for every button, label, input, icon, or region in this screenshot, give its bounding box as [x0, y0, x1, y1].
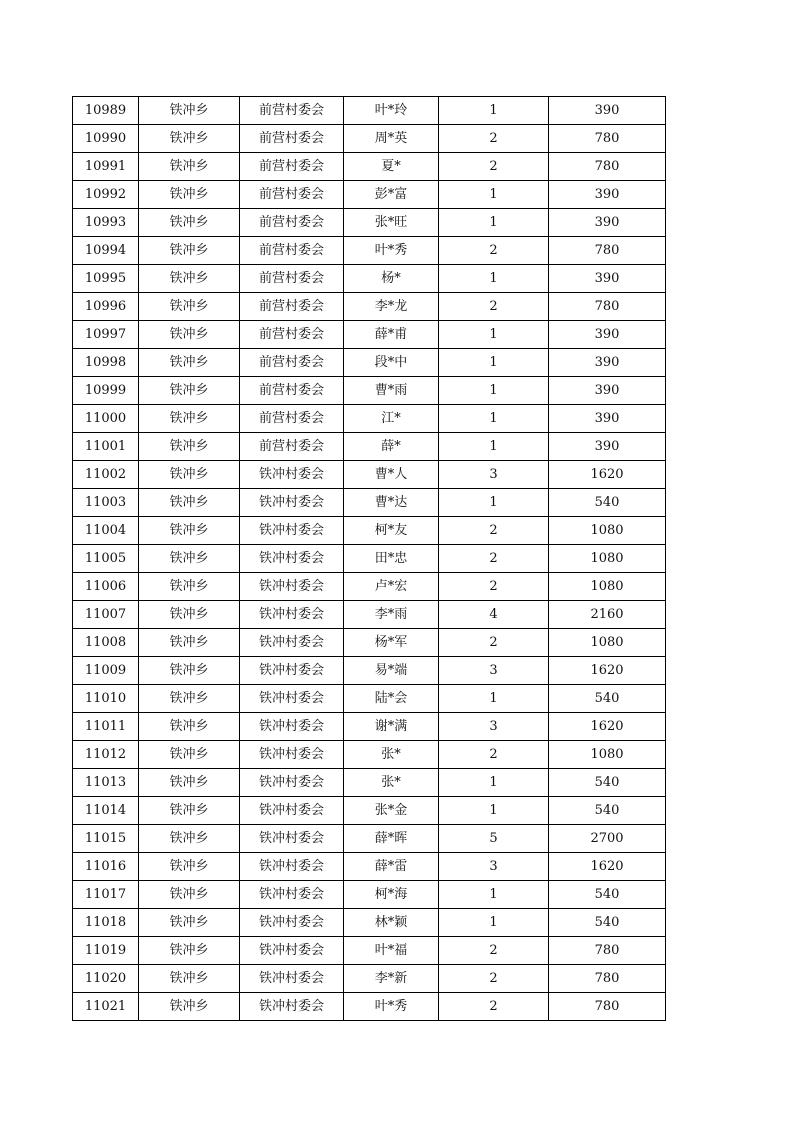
amount-cell: 540 — [549, 881, 666, 909]
township-cell: 铁冲乡 — [139, 433, 240, 461]
township-cell: 铁冲乡 — [139, 993, 240, 1021]
village-committee-cell: 前营村委会 — [240, 237, 344, 265]
name-cell: 易*端 — [344, 657, 439, 685]
township-cell: 铁冲乡 — [139, 181, 240, 209]
household-count-cell: 2 — [439, 545, 549, 573]
serial-number-cell: 11004 — [73, 517, 139, 545]
serial-number-cell: 11017 — [73, 881, 139, 909]
village-committee-cell: 前营村委会 — [240, 293, 344, 321]
township-cell: 铁冲乡 — [139, 377, 240, 405]
serial-number-cell: 11005 — [73, 545, 139, 573]
name-cell: 李*新 — [344, 965, 439, 993]
household-count-cell: 3 — [439, 713, 549, 741]
name-cell: 叶*福 — [344, 937, 439, 965]
township-cell: 铁冲乡 — [139, 489, 240, 517]
amount-cell: 390 — [549, 433, 666, 461]
amount-cell: 780 — [549, 153, 666, 181]
village-committee-cell: 铁冲村委会 — [240, 601, 344, 629]
table-row — [73, 321, 666, 349]
serial-number-cell: 11014 — [73, 797, 139, 825]
township-cell: 铁冲乡 — [139, 965, 240, 993]
name-cell: 叶*秀 — [344, 237, 439, 265]
household-count-cell: 2 — [439, 573, 549, 601]
village-committee-cell: 铁冲村委会 — [240, 741, 344, 769]
village-committee-cell: 铁冲村委会 — [240, 713, 344, 741]
village-committee-cell: 铁冲村委会 — [240, 825, 344, 853]
table-body — [73, 97, 666, 1021]
amount-cell: 780 — [549, 937, 666, 965]
village-committee-cell: 前营村委会 — [240, 125, 344, 153]
name-cell: 曹*人 — [344, 461, 439, 489]
serial-number-cell: 10991 — [73, 153, 139, 181]
amount-cell: 780 — [549, 125, 666, 153]
amount-cell: 390 — [549, 349, 666, 377]
household-count-cell: 2 — [439, 517, 549, 545]
name-cell: 柯*海 — [344, 881, 439, 909]
amount-cell: 780 — [549, 965, 666, 993]
village-committee-cell: 铁冲村委会 — [240, 909, 344, 937]
amount-cell: 1620 — [549, 657, 666, 685]
amount-cell: 540 — [549, 797, 666, 825]
village-committee-cell: 前营村委会 — [240, 209, 344, 237]
amount-cell: 780 — [549, 293, 666, 321]
table-row — [73, 909, 666, 937]
village-committee-cell: 铁冲村委会 — [240, 769, 344, 797]
name-cell: 张* — [344, 741, 439, 769]
name-cell: 叶*秀 — [344, 993, 439, 1021]
table-row — [73, 797, 666, 825]
township-cell: 铁冲乡 — [139, 265, 240, 293]
table-row — [73, 461, 666, 489]
household-count-cell: 5 — [439, 825, 549, 853]
table-row — [73, 517, 666, 545]
household-count-cell: 2 — [439, 965, 549, 993]
village-committee-cell: 前营村委会 — [240, 153, 344, 181]
name-cell: 林*颖 — [344, 909, 439, 937]
name-cell: 彭*富 — [344, 181, 439, 209]
name-cell: 段*中 — [344, 349, 439, 377]
township-cell: 铁冲乡 — [139, 517, 240, 545]
village-committee-cell: 前营村委会 — [240, 349, 344, 377]
village-committee-cell: 铁冲村委会 — [240, 489, 344, 517]
serial-number-cell: 10989 — [73, 97, 139, 125]
household-count-cell: 2 — [439, 293, 549, 321]
household-count-cell: 1 — [439, 377, 549, 405]
township-cell: 铁冲乡 — [139, 797, 240, 825]
village-committee-cell: 铁冲村委会 — [240, 993, 344, 1021]
amount-cell: 540 — [549, 769, 666, 797]
household-count-cell: 1 — [439, 881, 549, 909]
table-row — [73, 125, 666, 153]
household-count-cell: 2 — [439, 937, 549, 965]
village-committee-cell: 前营村委会 — [240, 377, 344, 405]
township-cell: 铁冲乡 — [139, 713, 240, 741]
township-cell: 铁冲乡 — [139, 461, 240, 489]
table-row — [73, 265, 666, 293]
serial-number-cell: 10998 — [73, 349, 139, 377]
serial-number-cell: 10997 — [73, 321, 139, 349]
township-cell: 铁冲乡 — [139, 237, 240, 265]
serial-number-cell: 11007 — [73, 601, 139, 629]
household-count-cell: 1 — [439, 209, 549, 237]
serial-number-cell: 10996 — [73, 293, 139, 321]
household-count-cell: 1 — [439, 797, 549, 825]
table-row — [73, 209, 666, 237]
household-count-cell: 2 — [439, 125, 549, 153]
table-row — [73, 601, 666, 629]
name-cell: 薛* — [344, 433, 439, 461]
serial-number-cell: 11021 — [73, 993, 139, 1021]
name-cell: 夏* — [344, 153, 439, 181]
serial-number-cell: 10999 — [73, 377, 139, 405]
table-row — [73, 181, 666, 209]
name-cell: 张*金 — [344, 797, 439, 825]
serial-number-cell: 10990 — [73, 125, 139, 153]
village-committee-cell: 前营村委会 — [240, 433, 344, 461]
amount-cell: 1080 — [549, 741, 666, 769]
table-row — [73, 769, 666, 797]
household-count-cell: 3 — [439, 853, 549, 881]
household-count-cell: 1 — [439, 97, 549, 125]
village-committee-cell: 铁冲村委会 — [240, 629, 344, 657]
village-committee-cell: 铁冲村委会 — [240, 797, 344, 825]
household-count-cell: 2 — [439, 741, 549, 769]
township-cell: 铁冲乡 — [139, 153, 240, 181]
table-row — [73, 153, 666, 181]
amount-cell: 1620 — [549, 713, 666, 741]
household-count-cell: 1 — [439, 349, 549, 377]
amount-cell: 390 — [549, 97, 666, 125]
name-cell: 李*龙 — [344, 293, 439, 321]
township-cell: 铁冲乡 — [139, 685, 240, 713]
township-cell: 铁冲乡 — [139, 97, 240, 125]
serial-number-cell: 11016 — [73, 853, 139, 881]
amount-cell: 390 — [549, 321, 666, 349]
name-cell: 李*雨 — [344, 601, 439, 629]
serial-number-cell: 11000 — [73, 405, 139, 433]
amount-cell: 390 — [549, 265, 666, 293]
amount-cell: 1080 — [549, 629, 666, 657]
village-committee-cell: 前营村委会 — [240, 321, 344, 349]
serial-number-cell: 11001 — [73, 433, 139, 461]
table-row — [73, 993, 666, 1021]
name-cell: 谢*满 — [344, 713, 439, 741]
village-committee-cell: 前营村委会 — [240, 265, 344, 293]
village-committee-cell: 铁冲村委会 — [240, 853, 344, 881]
name-cell: 杨* — [344, 265, 439, 293]
table-row — [73, 405, 666, 433]
village-committee-cell: 铁冲村委会 — [240, 657, 344, 685]
village-committee-cell: 铁冲村委会 — [240, 545, 344, 573]
name-cell: 薛*甫 — [344, 321, 439, 349]
serial-number-cell: 11009 — [73, 657, 139, 685]
village-committee-cell: 前营村委会 — [240, 405, 344, 433]
household-count-cell: 3 — [439, 657, 549, 685]
serial-number-cell: 11006 — [73, 573, 139, 601]
name-cell: 薛*晖 — [344, 825, 439, 853]
household-count-cell: 1 — [439, 909, 549, 937]
serial-number-cell: 11003 — [73, 489, 139, 517]
amount-cell: 780 — [549, 237, 666, 265]
serial-number-cell: 10993 — [73, 209, 139, 237]
data-table — [72, 96, 666, 1021]
name-cell: 田*忠 — [344, 545, 439, 573]
name-cell: 柯*友 — [344, 517, 439, 545]
household-count-cell: 1 — [439, 405, 549, 433]
township-cell: 铁冲乡 — [139, 125, 240, 153]
township-cell: 铁冲乡 — [139, 853, 240, 881]
household-count-cell: 1 — [439, 433, 549, 461]
table-row — [73, 97, 666, 125]
name-cell: 江* — [344, 405, 439, 433]
serial-number-cell: 11019 — [73, 937, 139, 965]
table-row — [73, 377, 666, 405]
household-count-cell: 4 — [439, 601, 549, 629]
table-row — [73, 489, 666, 517]
table-row — [73, 545, 666, 573]
table-row — [73, 825, 666, 853]
amount-cell: 2160 — [549, 601, 666, 629]
amount-cell: 1620 — [549, 461, 666, 489]
table-row — [73, 433, 666, 461]
township-cell: 铁冲乡 — [139, 825, 240, 853]
amount-cell: 540 — [549, 685, 666, 713]
name-cell: 曹*达 — [344, 489, 439, 517]
township-cell: 铁冲乡 — [139, 881, 240, 909]
village-committee-cell: 铁冲村委会 — [240, 965, 344, 993]
table-row — [73, 657, 666, 685]
serial-number-cell: 11012 — [73, 741, 139, 769]
amount-cell: 1080 — [549, 573, 666, 601]
serial-number-cell: 11002 — [73, 461, 139, 489]
amount-cell: 1620 — [549, 853, 666, 881]
township-cell: 铁冲乡 — [139, 545, 240, 573]
amount-cell: 1080 — [549, 545, 666, 573]
household-count-cell: 2 — [439, 237, 549, 265]
table-row — [73, 293, 666, 321]
table-row — [73, 713, 666, 741]
name-cell: 卢*宏 — [344, 573, 439, 601]
amount-cell: 540 — [549, 909, 666, 937]
name-cell: 薛*雷 — [344, 853, 439, 881]
name-cell: 张* — [344, 769, 439, 797]
serial-number-cell: 11015 — [73, 825, 139, 853]
household-count-cell: 1 — [439, 769, 549, 797]
village-committee-cell: 铁冲村委会 — [240, 517, 344, 545]
household-count-cell: 2 — [439, 153, 549, 181]
serial-number-cell: 11008 — [73, 629, 139, 657]
township-cell: 铁冲乡 — [139, 601, 240, 629]
amount-cell: 390 — [549, 209, 666, 237]
township-cell: 铁冲乡 — [139, 657, 240, 685]
household-count-cell: 1 — [439, 181, 549, 209]
amount-cell: 780 — [549, 993, 666, 1021]
serial-number-cell: 11013 — [73, 769, 139, 797]
township-cell: 铁冲乡 — [139, 629, 240, 657]
amount-cell: 390 — [549, 377, 666, 405]
serial-number-cell: 11011 — [73, 713, 139, 741]
table-row — [73, 573, 666, 601]
township-cell: 铁冲乡 — [139, 937, 240, 965]
township-cell: 铁冲乡 — [139, 573, 240, 601]
village-committee-cell: 铁冲村委会 — [240, 685, 344, 713]
household-count-cell: 3 — [439, 461, 549, 489]
serial-number-cell: 10992 — [73, 181, 139, 209]
household-count-cell: 1 — [439, 321, 549, 349]
serial-number-cell: 11020 — [73, 965, 139, 993]
serial-number-cell: 11018 — [73, 909, 139, 937]
village-committee-cell: 铁冲村委会 — [240, 937, 344, 965]
township-cell: 铁冲乡 — [139, 293, 240, 321]
village-committee-cell: 铁冲村委会 — [240, 573, 344, 601]
name-cell: 陆*会 — [344, 685, 439, 713]
serial-number-cell: 11010 — [73, 685, 139, 713]
serial-number-cell: 10994 — [73, 237, 139, 265]
table-row — [73, 685, 666, 713]
household-count-cell: 2 — [439, 629, 549, 657]
table-row — [73, 349, 666, 377]
township-cell: 铁冲乡 — [139, 741, 240, 769]
name-cell: 张*旺 — [344, 209, 439, 237]
table-row — [73, 937, 666, 965]
amount-cell: 390 — [549, 181, 666, 209]
table-row — [73, 629, 666, 657]
amount-cell: 390 — [549, 405, 666, 433]
township-cell: 铁冲乡 — [139, 909, 240, 937]
township-cell: 铁冲乡 — [139, 321, 240, 349]
village-committee-cell: 铁冲村委会 — [240, 461, 344, 489]
township-cell: 铁冲乡 — [139, 769, 240, 797]
township-cell: 铁冲乡 — [139, 405, 240, 433]
township-cell: 铁冲乡 — [139, 209, 240, 237]
amount-cell: 2700 — [549, 825, 666, 853]
serial-number-cell: 10995 — [73, 265, 139, 293]
table-row — [73, 881, 666, 909]
village-committee-cell: 前营村委会 — [240, 97, 344, 125]
table-row — [73, 853, 666, 881]
amount-cell: 1080 — [549, 517, 666, 545]
household-count-cell: 1 — [439, 489, 549, 517]
name-cell: 杨*军 — [344, 629, 439, 657]
name-cell: 周*英 — [344, 125, 439, 153]
household-count-cell: 1 — [439, 265, 549, 293]
household-count-cell: 2 — [439, 993, 549, 1021]
name-cell: 叶*玲 — [344, 97, 439, 125]
name-cell: 曹*雨 — [344, 377, 439, 405]
township-cell: 铁冲乡 — [139, 349, 240, 377]
table-row — [73, 237, 666, 265]
table-row — [73, 965, 666, 993]
household-count-cell: 1 — [439, 685, 549, 713]
amount-cell: 540 — [549, 489, 666, 517]
village-committee-cell: 前营村委会 — [240, 181, 344, 209]
village-committee-cell: 铁冲村委会 — [240, 881, 344, 909]
table-row — [73, 741, 666, 769]
